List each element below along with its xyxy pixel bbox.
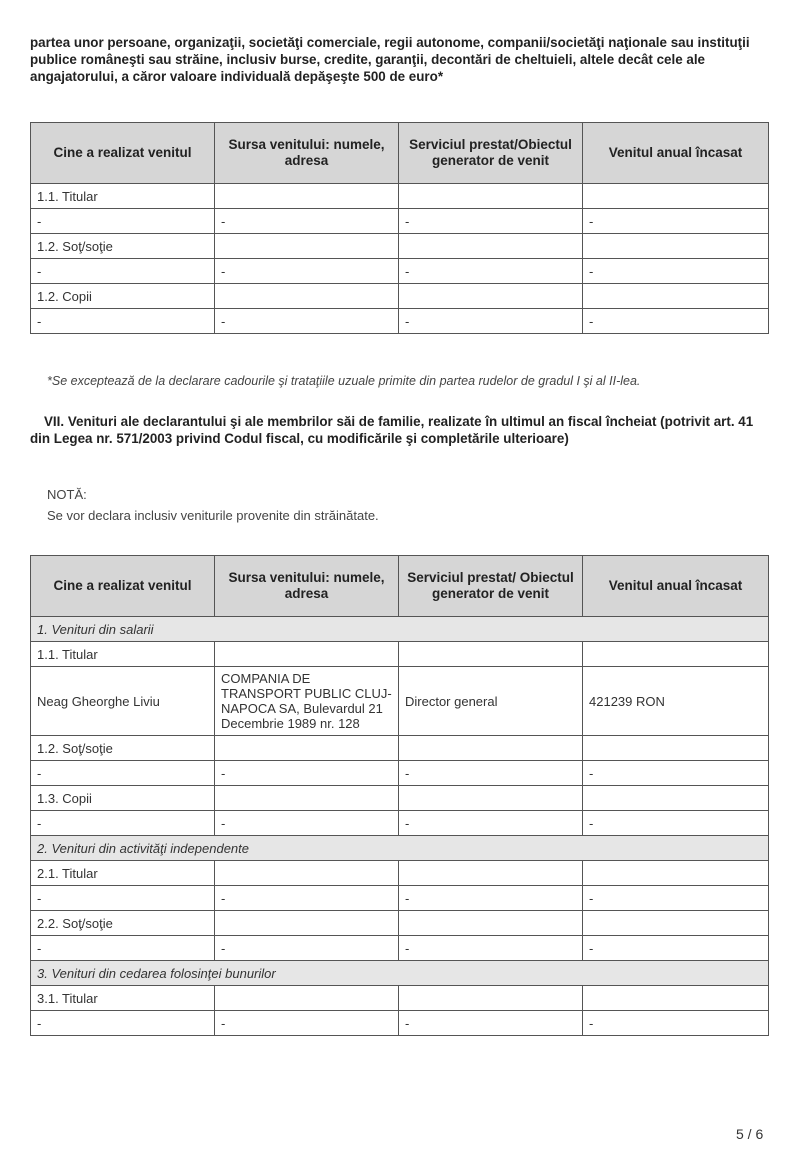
table-row (31, 234, 769, 259)
section-title: 1. Venituri din salarii (31, 617, 769, 642)
person-income-source: COMPANIA DE TRANSPORT PUBLIC CLUJ-NAPOCA SA, Bulevardul 21 Decembrie 1989 nr. 128 (215, 667, 399, 736)
table-cell: - (31, 1011, 215, 1036)
section-title: 2. Venituri din activităţi independente (31, 836, 769, 861)
table-cell: - (399, 761, 583, 786)
page-number: 5 / 6 (736, 1126, 764, 1142)
table-row (31, 184, 769, 209)
table-cell: - (583, 811, 769, 836)
table-row (31, 911, 769, 936)
footnote: *Se exceptează de la declarare cadourile şi trataţiile uzuale primite din partea rudelor de gradul I şi al II-lea. (47, 374, 641, 388)
header-income: Venitul anual încasat (583, 556, 769, 617)
table-cell: 1.2. Soţ/soţie (31, 234, 215, 259)
header-who: Cine a realizat venitul (31, 556, 215, 617)
table-cell: 2.2. Soţ/soţie (31, 911, 215, 936)
table-row (31, 736, 769, 761)
table-cell (215, 234, 399, 259)
table-cell: 3.1. Titular (31, 986, 215, 1011)
table-row (31, 209, 769, 234)
table-cell: - (215, 761, 399, 786)
table-cell: - (31, 309, 215, 334)
table-cell: - (399, 1011, 583, 1036)
gifts-table (30, 122, 769, 334)
table-row (31, 811, 769, 836)
table-cell: - (31, 761, 215, 786)
table-cell: - (215, 209, 399, 234)
table-cell: - (399, 309, 583, 334)
table-cell: - (31, 209, 215, 234)
table-header-row (31, 556, 769, 617)
nota-text: Se vor declara inclusiv veniturile provenite din străinătate. (47, 508, 379, 523)
table-cell: - (583, 1011, 769, 1036)
section-row-property-use (31, 961, 769, 986)
table-cell: - (583, 209, 769, 234)
intro-paragraph: partea unor persoane, organizaţii, societăţi comerciale, regii autonome, companii/societăţi naţionale sau instituţii publice româneşti sau străine, inclusiv burse, credite, garanţii, decontări de cheltuieli, altele decât cele ale angajatorului, a căror valoare individuală depăşeşte 500 de euro* (30, 35, 750, 84)
table-cell: - (583, 259, 769, 284)
person-service: Director general (399, 667, 583, 736)
table-row (31, 761, 769, 786)
table-cell: - (215, 1011, 399, 1036)
table-cell: - (399, 209, 583, 234)
header-service: Serviciul prestat/ Obiectul generator de venit (399, 556, 583, 617)
table-cell (399, 284, 583, 309)
nota-label: NOTĂ: (47, 487, 87, 502)
table-cell: - (215, 309, 399, 334)
table-cell: - (31, 811, 215, 836)
table-cell: 1.3. Copii (31, 786, 215, 811)
table-row (31, 309, 769, 334)
table-cell: - (31, 886, 215, 911)
table-cell: 1.2. Soţ/soţie (31, 736, 215, 761)
table-row (31, 642, 769, 667)
table-cell (583, 184, 769, 209)
table-row (31, 886, 769, 911)
person-income: 421239 RON (583, 667, 769, 736)
income-table (30, 555, 769, 1036)
table-cell: - (215, 936, 399, 961)
header-income: Venitul anual încasat (583, 123, 769, 184)
table-cell: - (215, 811, 399, 836)
section-title: 3. Venituri din cedarea folosinţei bunurilor (31, 961, 769, 986)
header-service: Serviciul prestat/Obiectul generator de venit (399, 123, 583, 184)
table-row (31, 786, 769, 811)
table-cell: - (583, 886, 769, 911)
table-row (31, 259, 769, 284)
table-cell: 1.2. Copii (31, 284, 215, 309)
table-cell (583, 284, 769, 309)
section-vii-heading: VII. Venituri ale declarantului şi ale membrilor săi de familie, realizate în ultimul an fiscal încheiat (potrivit art. 41 din Legea nr. 571/2003 privind Codul fiscal, cu modificările şi completările ulterioare) (30, 414, 754, 446)
table-cell: - (215, 259, 399, 284)
table-cell (399, 184, 583, 209)
table-cell: - (31, 259, 215, 284)
table-row (31, 936, 769, 961)
person-name: Neag Gheorghe Liviu (31, 667, 215, 736)
table-cell: - (399, 259, 583, 284)
header-who: Cine a realizat venitul (31, 123, 215, 184)
table-cell: 1.1. Titular (31, 642, 215, 667)
table-header-row (31, 123, 769, 184)
table-cell (583, 234, 769, 259)
table-row (31, 861, 769, 886)
table-row (31, 1011, 769, 1036)
table-cell: 2.1. Titular (31, 861, 215, 886)
table-cell: - (31, 936, 215, 961)
table-row (31, 284, 769, 309)
table-cell: - (215, 886, 399, 911)
table-cell: - (583, 309, 769, 334)
table-cell (215, 184, 399, 209)
header-source: Sursa venitului: numele, adresa (215, 123, 399, 184)
table-cell: - (399, 811, 583, 836)
table-cell: - (583, 936, 769, 961)
table-cell: - (399, 886, 583, 911)
table-cell (399, 234, 583, 259)
table-cell (215, 284, 399, 309)
table-row-person (31, 667, 769, 736)
table-row (31, 986, 769, 1011)
table-cell: - (583, 761, 769, 786)
header-source: Sursa venitului: numele, adresa (215, 556, 399, 617)
section-row-independent (31, 836, 769, 861)
table-cell: 1.1. Titular (31, 184, 215, 209)
table-cell: - (399, 936, 583, 961)
section-row-salaries (31, 617, 769, 642)
